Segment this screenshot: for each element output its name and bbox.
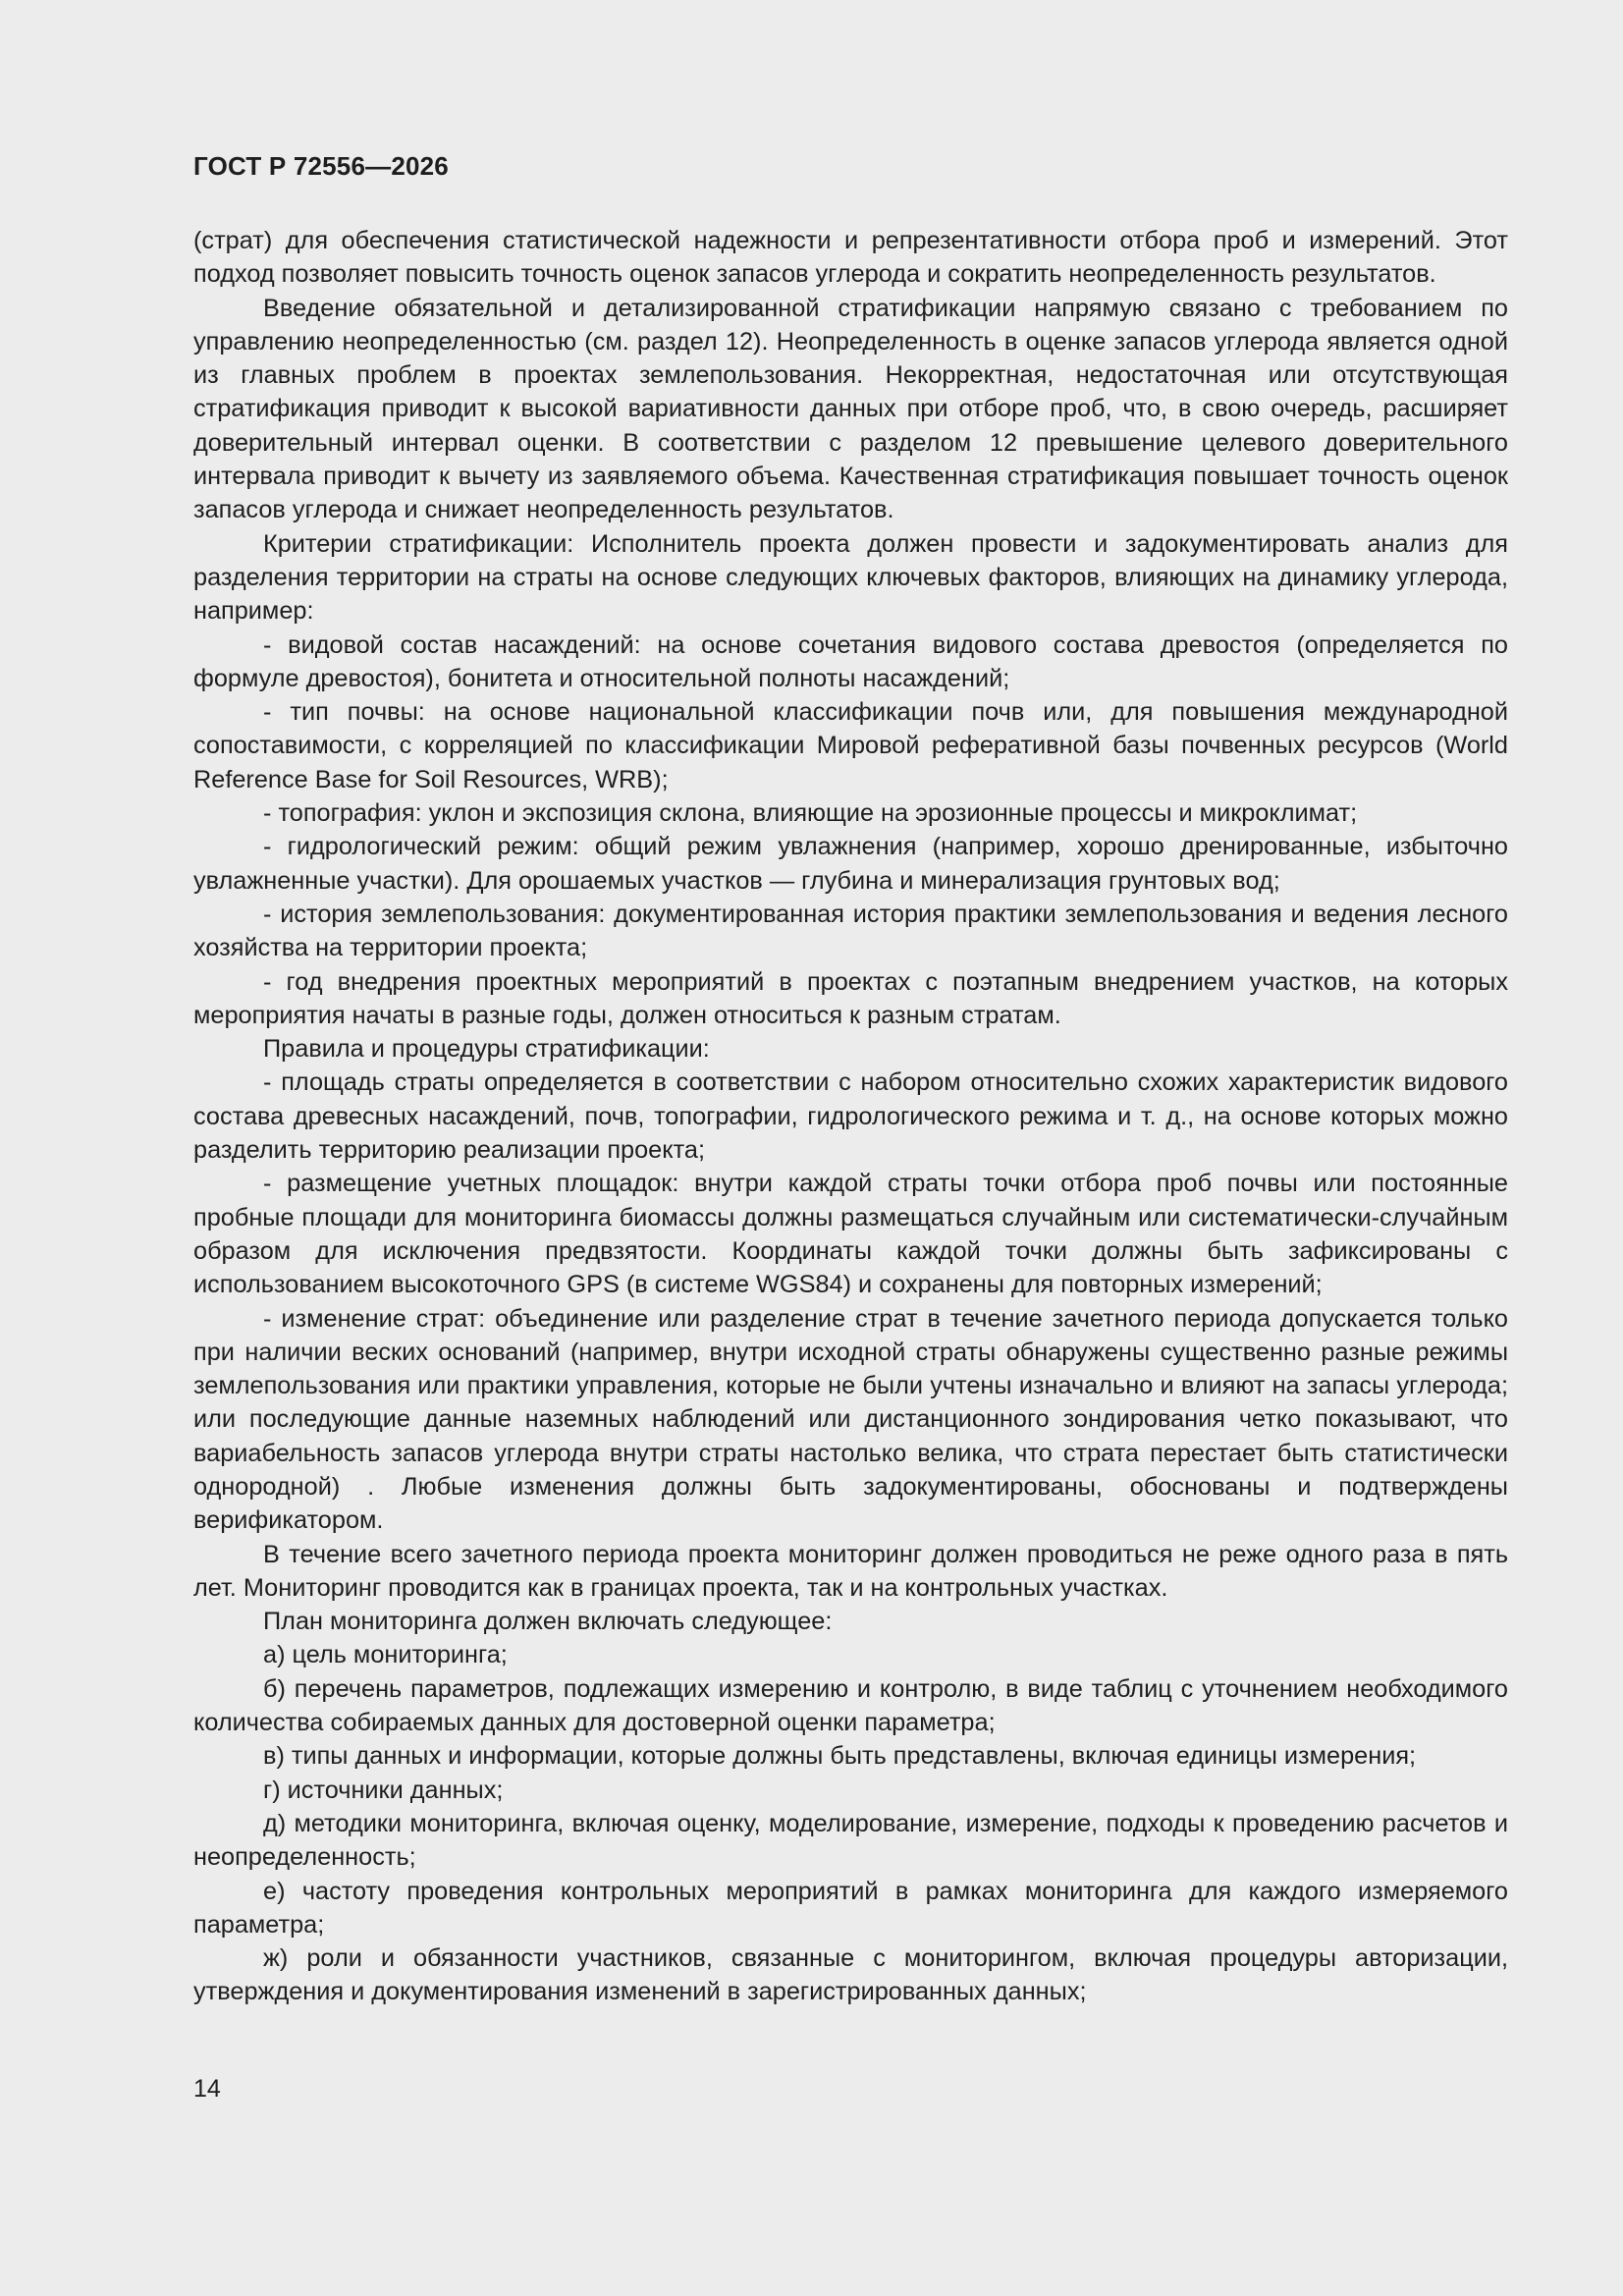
list-item: - история землепользования: документированная история практики землепользования и ведения лесного хозяйства на территории проекта;	[193, 900, 1508, 962]
paragraph: В течение всего зачетного периода проекта мониторинг должен проводиться не реже одного раза в пять лет. Мониторинг проводится как в границах проекта, так и на контрольных участках.	[193, 1540, 1508, 1602]
document-header: ГОСТ Р 72556—2026	[193, 151, 449, 181]
paragraph: Правила и процедуры стратификации:	[263, 1035, 710, 1064]
list-item: е) частоту проведения контрольных мероприятий в рамках мониторинга для каждого измеряемого параметра;	[193, 1877, 1508, 1939]
paragraph: План мониторинга должен включать следующее:	[263, 1608, 833, 1636]
list-item: - видовой состав насаждений: на основе сочетания видового состава древостоя (определяется по формуле древостоя), бонитета и относительной полноты насаждений;	[193, 630, 1508, 692]
list-item: - год внедрения проектных мероприятий в проектах с поэтапным внедрением участков, на которых мероприятия начаты в разные годы, должен относиться к разным стратам.	[193, 967, 1508, 1029]
list-item: - тип почвы: на основе национальной классификации почв или, для повышения международной сопоставимости, с корреляцией по классификации Мировой реферативной базы почвенных ресурсов (World Reference Base for Soil Resources, WRB);	[193, 698, 1508, 793]
list-item: в) типы данных и информации, которые должны быть представлены, включая единицы измерения;	[263, 1742, 1417, 1771]
paragraph: (страт) для обеспечения статистической надежности и репрезентативности отбора проб и измерений. Этот подход позволяет повысить точность оценок запасов углерода и сократить неопределенность результатов.	[193, 227, 1508, 289]
paragraph: Введение обязательной и детализированной стратификации напрямую связано с требованием по управлению неопределенностью (см. раздел 12). Неопределенность в оценке запасов углерода является одной из главных проблем в проектах землепользования. Некорректная, недостаточная или отсутствующая стратификация приводит к высокой вариативности данных при отборе проб, что, в свою очередь, расширяет доверительный интервал оценки. В соответствии с разделом 12 превышение целевого доверительного интервала приводит к вычету из заявляемого объема. Качественная стратификация повышает точность оценок запасов углерода и снижает неопределенность результатов.	[193, 294, 1508, 524]
list-item: - гидрологический режим: общий режим увлажнения (например, хорошо дренированные, избыточно увлажненные участки). Для орошаемых участков — глубина и минерализация грунтовых вод;	[193, 833, 1508, 895]
paragraph: Критерии стратификации: Исполнитель проекта должен провести и задокументировать анализ для разделения территории на страты на основе следующих ключевых факторов, влияющих на динамику углерода, например:	[193, 529, 1508, 626]
list-item: - размещение учетных площадок: внутри каждой страты точки отбора проб почвы или постоянные пробные площади для мониторинга биомассы должны размещаться случайным или систематически-случайным образом для исключения предвзятости. Координаты каждой точки должны быть зафиксированы с использованием высокоточного GPS (в системе WGS84) и сохранены для повторных измерений;	[193, 1170, 1508, 1299]
list-item: б) перечень параметров, подлежащих измерению и контролю, в виде таблиц с уточнением необходимого количества собираемых данных для достоверной оценки параметра;	[193, 1674, 1508, 1737]
page-number: 14	[193, 2075, 221, 2103]
list-item: г) источники данных;	[263, 1776, 504, 1804]
list-item: д) методики мониторинга, включая оценку, моделирование, измерение, подходы к проведению расчетов и неопределенность;	[193, 1809, 1508, 1872]
list-item: а) цель мониторинга;	[263, 1641, 508, 1669]
document-body	[193, 224, 1508, 2009]
list-item: - площадь страты определяется в соответствии с набором относительно схожих характеристик видового состава древесных насаждений, почв, топографии, гидрологического режима и т. д., на основе которых можно разделить территорию реализации проекта;	[193, 1068, 1508, 1165]
list-item: ж) роли и обязанности участников, связанные с мониторингом, включая процедуры авторизации, утверждения и документирования изменений в зарегистрированных данных;	[193, 1944, 1508, 2006]
list-item: - изменение страт: объединение или разделение страт в течение зачетного периода допускается только при наличии веских оснований (например, внутри исходной страты обнаружены существенно разные режимы землепользования или практики управления, которые не были учтены изначально и влияют на запасы углерода; или последующие данные наземных наблюдений или дистанционного зондирования четко показывают, что вариабельность запасов углерода внутри страты настолько велика, что страта перестает быть статистически однородной) . Любые изменения должны быть задокументированы, обоснованы и подтверждены верификатором.	[193, 1304, 1508, 1535]
list-item: - топография: уклон и экспозиция склона, влияющие на эрозионные процессы и микроклимат;	[263, 799, 1358, 828]
